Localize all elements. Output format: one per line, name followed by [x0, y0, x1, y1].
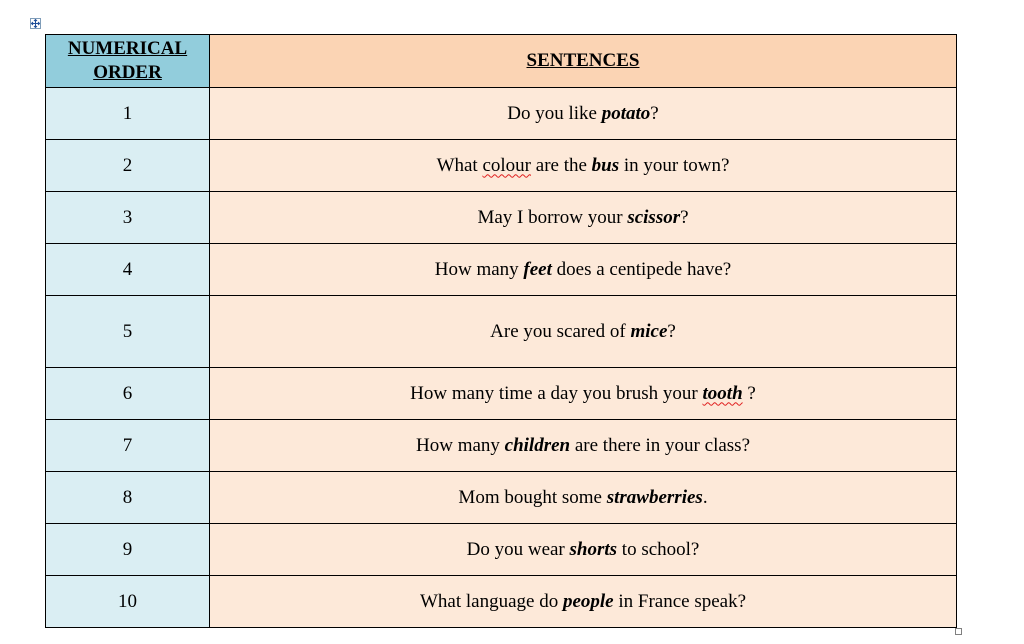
table-body: [46, 88, 957, 628]
sentence-cell: [210, 140, 957, 192]
spellcheck-flagged-word: colour: [482, 154, 532, 176]
order-number-cell: 8: [46, 472, 210, 524]
sentence-text-before: Do you wear: [466, 538, 570, 560]
sentence-cell: [210, 296, 957, 368]
sentence-keyword: scissor: [627, 206, 681, 228]
header-numerical-line1: NUMERICAL: [67, 38, 188, 59]
sentence-text-before: Are you scared of: [490, 320, 631, 342]
order-number-cell: 9: [46, 524, 210, 576]
table-row: [46, 524, 957, 576]
sentence-keyword: children: [504, 434, 571, 456]
sentence-cell: [210, 192, 957, 244]
sentence-text-before: Do you like: [507, 102, 602, 124]
order-number-cell: 4: [46, 244, 210, 296]
header-numerical-order: [46, 35, 210, 88]
order-number-cell: 3: [46, 192, 210, 244]
sentence-keyword: bus: [591, 154, 620, 176]
sentence-text-after: .: [702, 486, 708, 508]
sentence-text-middle: are the: [531, 154, 592, 176]
sentence-keyword: potato: [601, 102, 651, 124]
sentence-keyword: shorts: [569, 538, 618, 560]
sentence-keyword: strawberries: [606, 486, 703, 508]
sentence-text-after: ?: [667, 320, 676, 342]
sentence-cell: [210, 524, 957, 576]
sentence-text-before: How many: [416, 434, 505, 456]
table-row: [46, 296, 957, 368]
table-row: [46, 368, 957, 420]
sentence-cell: [210, 472, 957, 524]
sentence-text-after: are there in your class?: [570, 434, 750, 456]
order-number-cell: 5: [46, 296, 210, 368]
table-row: [46, 472, 957, 524]
sentence-keyword: feet: [523, 258, 552, 280]
sentence-cell: [210, 368, 957, 420]
header-sentences: SENTENCES: [210, 35, 957, 88]
sentence-cell: [210, 576, 957, 628]
sentence-text-before: Mom bought some: [458, 486, 607, 508]
table-move-icon[interactable]: [30, 18, 41, 29]
order-number-cell: 1: [46, 88, 210, 140]
table-row: [46, 244, 957, 296]
sentence-text-after: in France speak?: [613, 590, 747, 612]
order-number-cell: 7: [46, 420, 210, 472]
table-resize-icon[interactable]: [955, 628, 962, 635]
sentence-cell: [210, 88, 957, 140]
sentence-keyword: tooth: [702, 382, 743, 404]
sentence-keyword: people: [562, 590, 614, 612]
sentence-text-after: ?: [742, 382, 756, 404]
table-row: [46, 192, 957, 244]
table-row: [46, 88, 957, 140]
sentence-cell: [210, 420, 957, 472]
sentence-text-after: in your town?: [619, 154, 730, 176]
table-header-row: [46, 35, 957, 88]
table-row: [46, 420, 957, 472]
sentence-text-after: to school?: [617, 538, 700, 560]
table-row: [46, 576, 957, 628]
sentence-text-before: How many time a day you brush your: [410, 382, 703, 404]
table-row: [46, 140, 957, 192]
vocabulary-table: [45, 34, 957, 628]
sentence-text-before: May I borrow your: [477, 206, 628, 228]
sentence-text-before: What: [436, 154, 483, 176]
sentence-text-after: ?: [680, 206, 689, 228]
sentence-keyword: mice: [630, 320, 668, 342]
order-number-cell: 6: [46, 368, 210, 420]
sentence-text-before: How many: [434, 258, 524, 280]
header-numerical-line2: ORDER: [93, 62, 162, 83]
order-number-cell: 10: [46, 576, 210, 628]
sentence-text-before: What language do: [419, 590, 563, 612]
order-number-cell: 2: [46, 140, 210, 192]
sentence-text-after: ?: [650, 102, 659, 124]
sentence-text-after: does a centipede have?: [551, 258, 732, 280]
sentence-cell: [210, 244, 957, 296]
